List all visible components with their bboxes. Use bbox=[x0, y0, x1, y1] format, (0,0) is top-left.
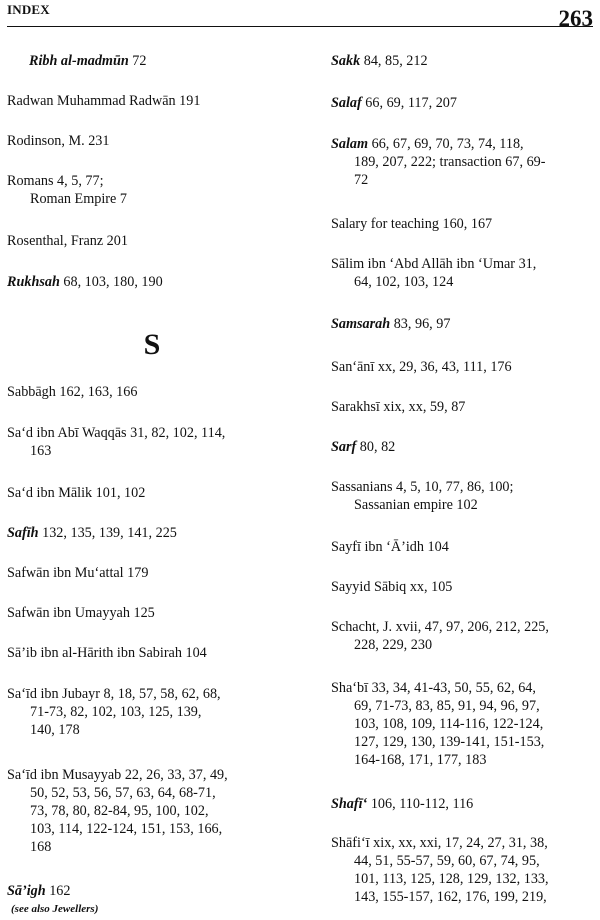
index-entry: Shāfi‘ī xix, xx, xxi, 17, 24, 27, 31, 38, 44, 51, 55-57, 59, 60, 67, 74, 95, 101, 113, 125, 128, 129, 132, 133, 143, 155-157, 162, 176, 199, 219, bbox=[331, 835, 549, 905]
index-term: Shafī‘ bbox=[331, 796, 368, 812]
running-head: INDEX bbox=[7, 2, 50, 17]
index-entry: Safīh 132, 135, 139, 141, 225 bbox=[7, 525, 177, 541]
index-term: Safīh bbox=[7, 525, 39, 541]
index-entry: Rodinson, M. 231 bbox=[7, 133, 110, 149]
index-entry: Salary for teaching 160, 167 bbox=[331, 216, 493, 232]
index-entry: Romans 4, 5, 77; Roman Empire 7 bbox=[7, 173, 127, 207]
index-entry: Salaf 66, 69, 117, 207 bbox=[331, 95, 457, 111]
index-entry: Sha‘bī 33, 34, 41-43, 50, 55, 62, 64, 69, 71-73, 83, 85, 91, 94, 96, 97, 103, 108, 109, 114-116, 122-124, 127, 129, 130, 139-141, 151-153, 164-168, 171, 177, 183 bbox=[331, 680, 545, 768]
index-term: Rukhsah bbox=[7, 274, 60, 290]
cross-reference-note: (see also Jewellers) bbox=[11, 903, 99, 915]
index-term: Salam bbox=[331, 136, 369, 152]
index-entry: Sa‘īd ibn Musayyab 22, 26, 33, 37, 49, 50, 52, 53, 56, 57, 63, 64, 68-71, 73, 78, 80, 82-84, 95, 100, 102, 103, 114, 122-124, 151, 153, 166, 168 bbox=[7, 767, 228, 855]
index-entry: Sarf 80, 82 bbox=[331, 439, 396, 455]
index-entry: Sayyid Sābiq xx, 105 bbox=[331, 579, 453, 595]
index-entry: Sakk 84, 85, 212 bbox=[331, 53, 428, 69]
page-header bbox=[7, 0, 593, 30]
index-entry: Rukhsah 68, 103, 180, 190 bbox=[7, 274, 163, 290]
index-entry: Sarakhsī xix, xx, 59, 87 bbox=[331, 399, 466, 415]
index-entry: Salam 66, 67, 69, 70, 73, 74, 118, 189, 207, 222; transaction 67, 69- 72 bbox=[331, 136, 546, 188]
index-entry: Sa‘īd ibn Jubayr 8, 18, 57, 58, 62, 68, 71-73, 82, 102, 103, 125, 139, 140, 178 bbox=[7, 686, 221, 738]
header-rule bbox=[7, 26, 593, 27]
index-entry: Safwān ibn Umayyah 125 bbox=[7, 605, 155, 621]
index-entry: Samsarah 83, 96, 97 bbox=[331, 316, 451, 332]
index-entry: Schacht, J. xvii, 47, 97, 206, 212, 225, 228, 229, 230 bbox=[331, 619, 549, 653]
index-entry: Sabbāgh 162, 163, 166 bbox=[7, 384, 138, 400]
index-term: Sā’igh bbox=[7, 883, 46, 899]
index-term: Sakk bbox=[331, 53, 361, 69]
index-entry: Rosenthal, Franz 201 bbox=[7, 233, 128, 249]
index-entry: Safwān ibn Mu‘attal 179 bbox=[7, 565, 149, 581]
index-entry: Sa‘d ibn Abī Waqqās 31, 82, 102, 114, 163 bbox=[7, 425, 226, 459]
index-term: Sarf bbox=[331, 439, 357, 455]
section-letter: S bbox=[143, 328, 161, 361]
index-entry: Sā’ib ibn al-Hārith ibn Sabirah 104 bbox=[7, 645, 207, 661]
index-term: Salaf bbox=[331, 95, 362, 111]
index-entry: Radwan Muhammad Radwān 191 bbox=[7, 93, 201, 109]
index-entry: Sa‘d ibn Mālik 101, 102 bbox=[7, 485, 146, 501]
index-term: Samsarah bbox=[331, 316, 391, 332]
index-entry: Sā’igh 162 (see also Jewellers) bbox=[7, 882, 297, 918]
index-entry: Sālim ibn ‘Abd Allāh ibn ‘Umar 31, 64, 102, 103, 124 bbox=[331, 256, 537, 290]
index-entry: Sassanians 4, 5, 10, 77, 86, 100; Sassanian empire 102 bbox=[331, 479, 514, 513]
index-entry: Ribh al-madmūn 72 bbox=[29, 53, 147, 69]
index-entry: Shafī‘ 106, 110-112, 116 bbox=[331, 796, 474, 812]
index-term: Ribh al-madmūn bbox=[29, 53, 129, 69]
page-number: 263 bbox=[558, 6, 593, 31]
index-entry: Sayfī ibn ‘Ā’idh 104 bbox=[331, 539, 449, 555]
index-entry: San‘ānī xx, 29, 36, 43, 111, 176 bbox=[331, 359, 512, 375]
